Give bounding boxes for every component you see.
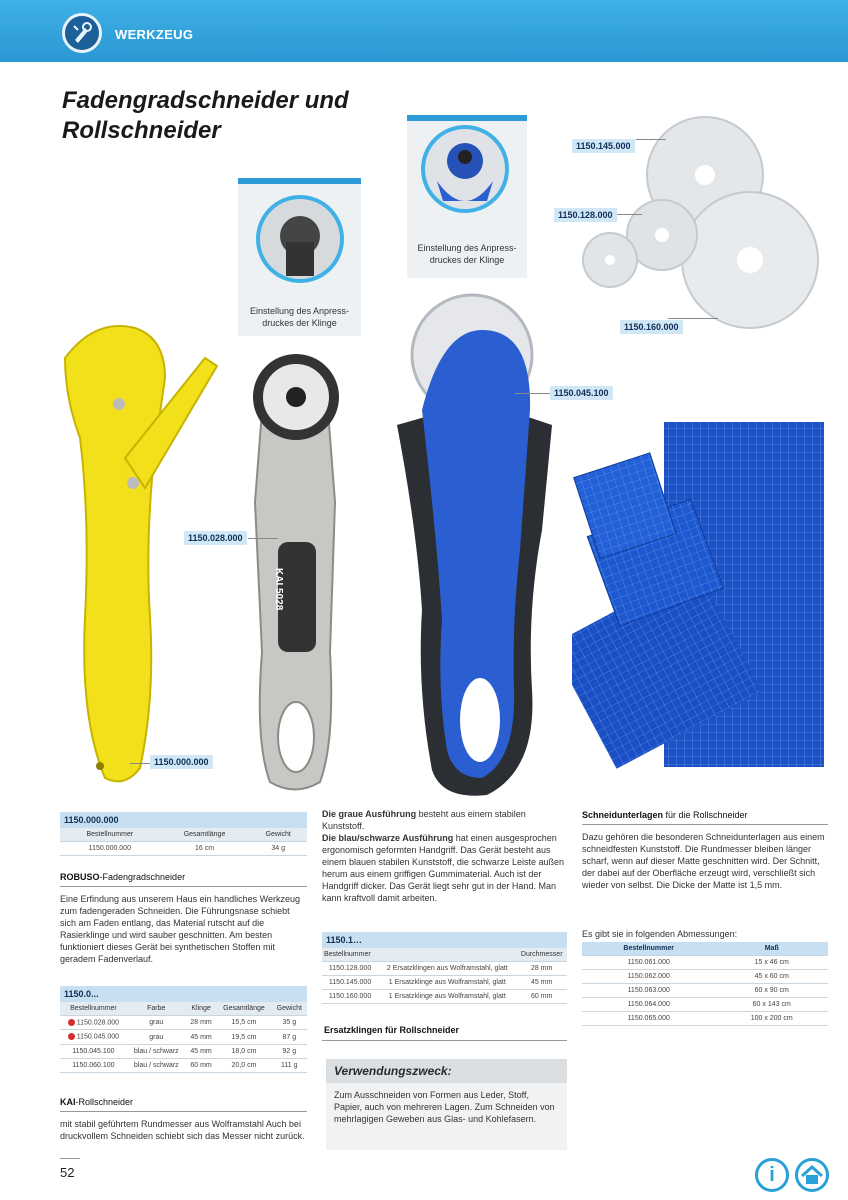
grey-rotary-cutter-image [240,352,352,797]
callout-line [515,393,550,394]
page-title [62,86,382,146]
table-cell: 1 Ersatzklinge aus Wolframstahl, glatt [378,976,516,990]
column-header: Gesamtlänge [216,1002,271,1016]
table-title: 1150.000.000 [60,812,307,828]
callout-line [636,139,666,140]
table-row [60,842,307,856]
table-row [322,962,567,976]
table-cell: 45 x 60 cm [715,970,828,984]
table-cell: 1150.160.000 [322,990,378,1004]
table-cell-text: 1150.045.000 [76,1033,120,1041]
table-1150-1 [322,932,567,1004]
table-cell: 60 x 143 cm [715,998,828,1012]
table-cell: 1150.065.000 [582,1012,715,1026]
table-cell: 60 x 90 cm [715,984,828,998]
usage-box [326,1059,567,1150]
table-cell: 16 cm [160,842,250,856]
kai-title-rest: -Rollschneider [75,1097,134,1107]
robuso-title-rest: -Fadengradschneider [99,872,186,882]
table-1150-000-000 [60,812,307,856]
knife-brand-label: KAI [273,568,284,586]
table-row [60,1030,307,1044]
table-header-row [60,828,307,842]
table-cell: 19,5 cm [216,1030,271,1044]
blue-rotary-cutter-image [392,290,562,800]
table-cell: 45 mm [186,1030,217,1044]
page-number: 52 [60,1165,75,1180]
divider [60,886,307,887]
table-row [582,998,828,1012]
info-icon[interactable]: i [755,1158,789,1192]
callout-1150-000: 1150.000.000 [150,755,213,769]
table-cell: 20,0 cm [216,1058,271,1072]
home-icon[interactable] [795,1158,829,1192]
table-row [322,976,567,990]
robuso-title-bold: ROBUSO [60,872,100,882]
divider [60,1111,307,1112]
table-cell: 15,5 cm [216,1016,271,1030]
blue-version-text: hat einen ausgesprochen ergonomisch geformten Handgriff. Das Gerät besteht aus einem blauen stabilen Kunststoff, die schwarze Leiste außen herum aus einem griffigen Gummimaterial. Auch ist der Handgriff dicker. Das Gerät liegt sehr gut in der Hand. Man kann kraftvoll damit arbeiten. [322,833,564,903]
table-cell: 1150.000.000 [60,842,160,856]
callout-1150-045-100: 1150.045.100 [550,386,613,400]
column-header: Gewicht [272,1002,307,1016]
column-header [378,948,516,962]
table-row [582,984,828,998]
table-cell: 1150.145.000 [322,976,378,990]
grey-version-text: besteht aus einem stabilen Kunststoff. [322,809,526,831]
table-cell [60,1030,127,1044]
table-cell: 1150.062.000 [582,970,715,984]
new-marker-icon [68,1019,75,1026]
kai-title-bold: KAI [60,1097,76,1107]
column-header: Maß [715,942,828,956]
mats-title-bold: Schneidunterlagen [582,810,664,820]
table-cell: 35 g [272,1016,307,1030]
callout-1150-028: 1150.028.000 [184,531,247,545]
table-cell: 1150.064.000 [582,998,715,1012]
table-cell: 1150.061.000 [582,956,715,970]
column-header: Farbe [127,1002,186,1016]
detail-photo-grey [238,178,361,336]
caption-grey: Einstellung des Anpress- druckes der Klinge [249,306,350,328]
table-cell: 1150.128.000 [322,962,378,976]
table-cell: 2 Ersatzklingen aus Wolframstahl, glatt [378,962,516,976]
mats-description: Dazu gehören die besonderen Schneidunterlagen aus einem schneidfesten Kunststoff. Die Rundmesser bleiben länger scharf, wenn auf dieser Matte geschnitten wird. Der Schnitt, der dabei auf der Oberfläche erzeugt wird, verschließt sich wieder von selbst. Die Dicke der Matte ist 1,5 mm. [582,832,825,890]
table-row [582,970,828,984]
grey-version-bold: Die graue Ausführung [322,809,417,819]
column-header: Durchmesser [516,948,567,962]
table-cell: 45 mm [186,1044,217,1058]
column-header: Bestellnummer [582,942,715,956]
blue-version-bold: Die blau/schwarze Ausführung [322,833,454,843]
table-cell: 100 x 200 cm [715,1012,828,1026]
table-cell: 45 mm [516,976,567,990]
table-cell: 87 g [272,1030,307,1044]
table-row [60,1058,307,1072]
table-title: 1150.1… [322,932,567,948]
table-row [582,956,828,970]
yellow-thread-cutter-image [55,318,220,793]
callout-1150-128: 1150.128.000 [554,208,617,222]
table-cell-text: 1150.028.000 [76,1019,120,1027]
mats-title-rest: für die Rollschneider [663,810,748,820]
column-header: Gewicht [249,828,307,842]
table-title: 1150.0... [60,986,307,1002]
robuso-title [60,872,185,882]
section-title: WERKZEUG [115,27,194,42]
table-header-row [582,942,828,956]
table-row [582,1012,828,1026]
usage-title: Verwendungszweck: [326,1059,567,1083]
table-cell: 34 g [249,842,307,856]
knife-marking [273,568,284,610]
table-1150-0 [60,986,307,1073]
detail-photo-blue [407,115,527,278]
table-cell: 28 mm [516,962,567,976]
table-header-row [322,948,567,962]
replacement-blades-caption: Ersatzklingen für Rollschneider [324,1025,460,1035]
callout-1150-145: 1150.145.000 [572,139,635,153]
table-cell: blau / schwarz [127,1058,186,1072]
table-row [322,990,567,1004]
table-cell: grau [127,1016,186,1030]
robuso-description: Eine Erfindung aus unserem Haus ein handliches Werkzeug zum fadengeraden Schneiden. Die Führungsnase schiebt sich am Faden entlang, das Material rutscht auf die Rasierklinge und wird sauber geschnitten. Am besten funktioniert dieses Gerät bei synthetischen Stoffen mit geradem Fadenverlauf. [60,894,300,964]
cutting-mats-image [572,420,828,792]
column-header: Klinge [186,1002,217,1016]
table-cell: grau [127,1030,186,1044]
footer-rule [60,1158,80,1159]
mats-intro: Es gibt sie in folgenden Abmessungen: [582,929,738,939]
divider [322,1040,567,1041]
column-header: Gesamtlänge [160,828,250,842]
table-cell [60,1016,127,1030]
table-cell: 1150.060.100 [60,1058,127,1072]
table-cell: 60 mm [186,1058,217,1072]
kai-description: mit stabil geführtem Rundmesser aus Wolframstahl Auch bei druckvollem Schneiden schiebt sich das Messer nicht zurück. [60,1119,305,1141]
table-cell: 60 mm [516,990,567,1004]
table-cell: 1150.063.000 [582,984,715,998]
tools-logo-icon [62,13,102,53]
column-header: Bestellnummer [60,828,160,842]
divider [582,824,828,825]
caption-blue: Einstellung des Anpress- druckes der Klinge [417,243,517,265]
callout-line [130,763,150,764]
callout-line [668,318,718,319]
table-mats [582,942,828,1026]
callout-1150-160: 1150.160.000 [620,320,683,334]
table-cell: 18,0 cm [216,1044,271,1058]
table-cell: 28 mm [186,1016,217,1030]
table-row [60,1044,307,1058]
table-cell: 1 Ersatzklinge aus Wolframstahl, glatt [378,990,516,1004]
knife-model-label: 5028 [273,588,284,611]
page-title-line1: Fadengradschneider und [62,87,349,114]
table-cell: 92 g [272,1044,307,1058]
page-title-line2: Rollschneider [62,117,221,144]
cutter-description [322,808,567,904]
table-cell: 15 x 46 cm [715,956,828,970]
usage-text: Zum Ausschneiden von Formen aus Leder, Stoff, Papier, auch von mehreren Lagen. Zum Schneiden von mehrlagigen Geweben aus Glas- und Kohlefasern. [334,1090,555,1124]
kai-title [60,1097,133,1107]
mats-title [582,810,748,820]
table-cell: 1150.045.100 [60,1044,127,1058]
table-cell: blau / schwarz [127,1044,186,1058]
column-header: Bestellnummer [60,1002,127,1016]
callout-line [248,538,278,539]
new-marker-icon [68,1033,75,1040]
table-row [60,1016,307,1030]
table-header-row [60,1002,307,1016]
callout-line [617,214,642,215]
table-cell: 111 g [272,1058,307,1072]
column-header: Bestellnummer [322,948,378,962]
